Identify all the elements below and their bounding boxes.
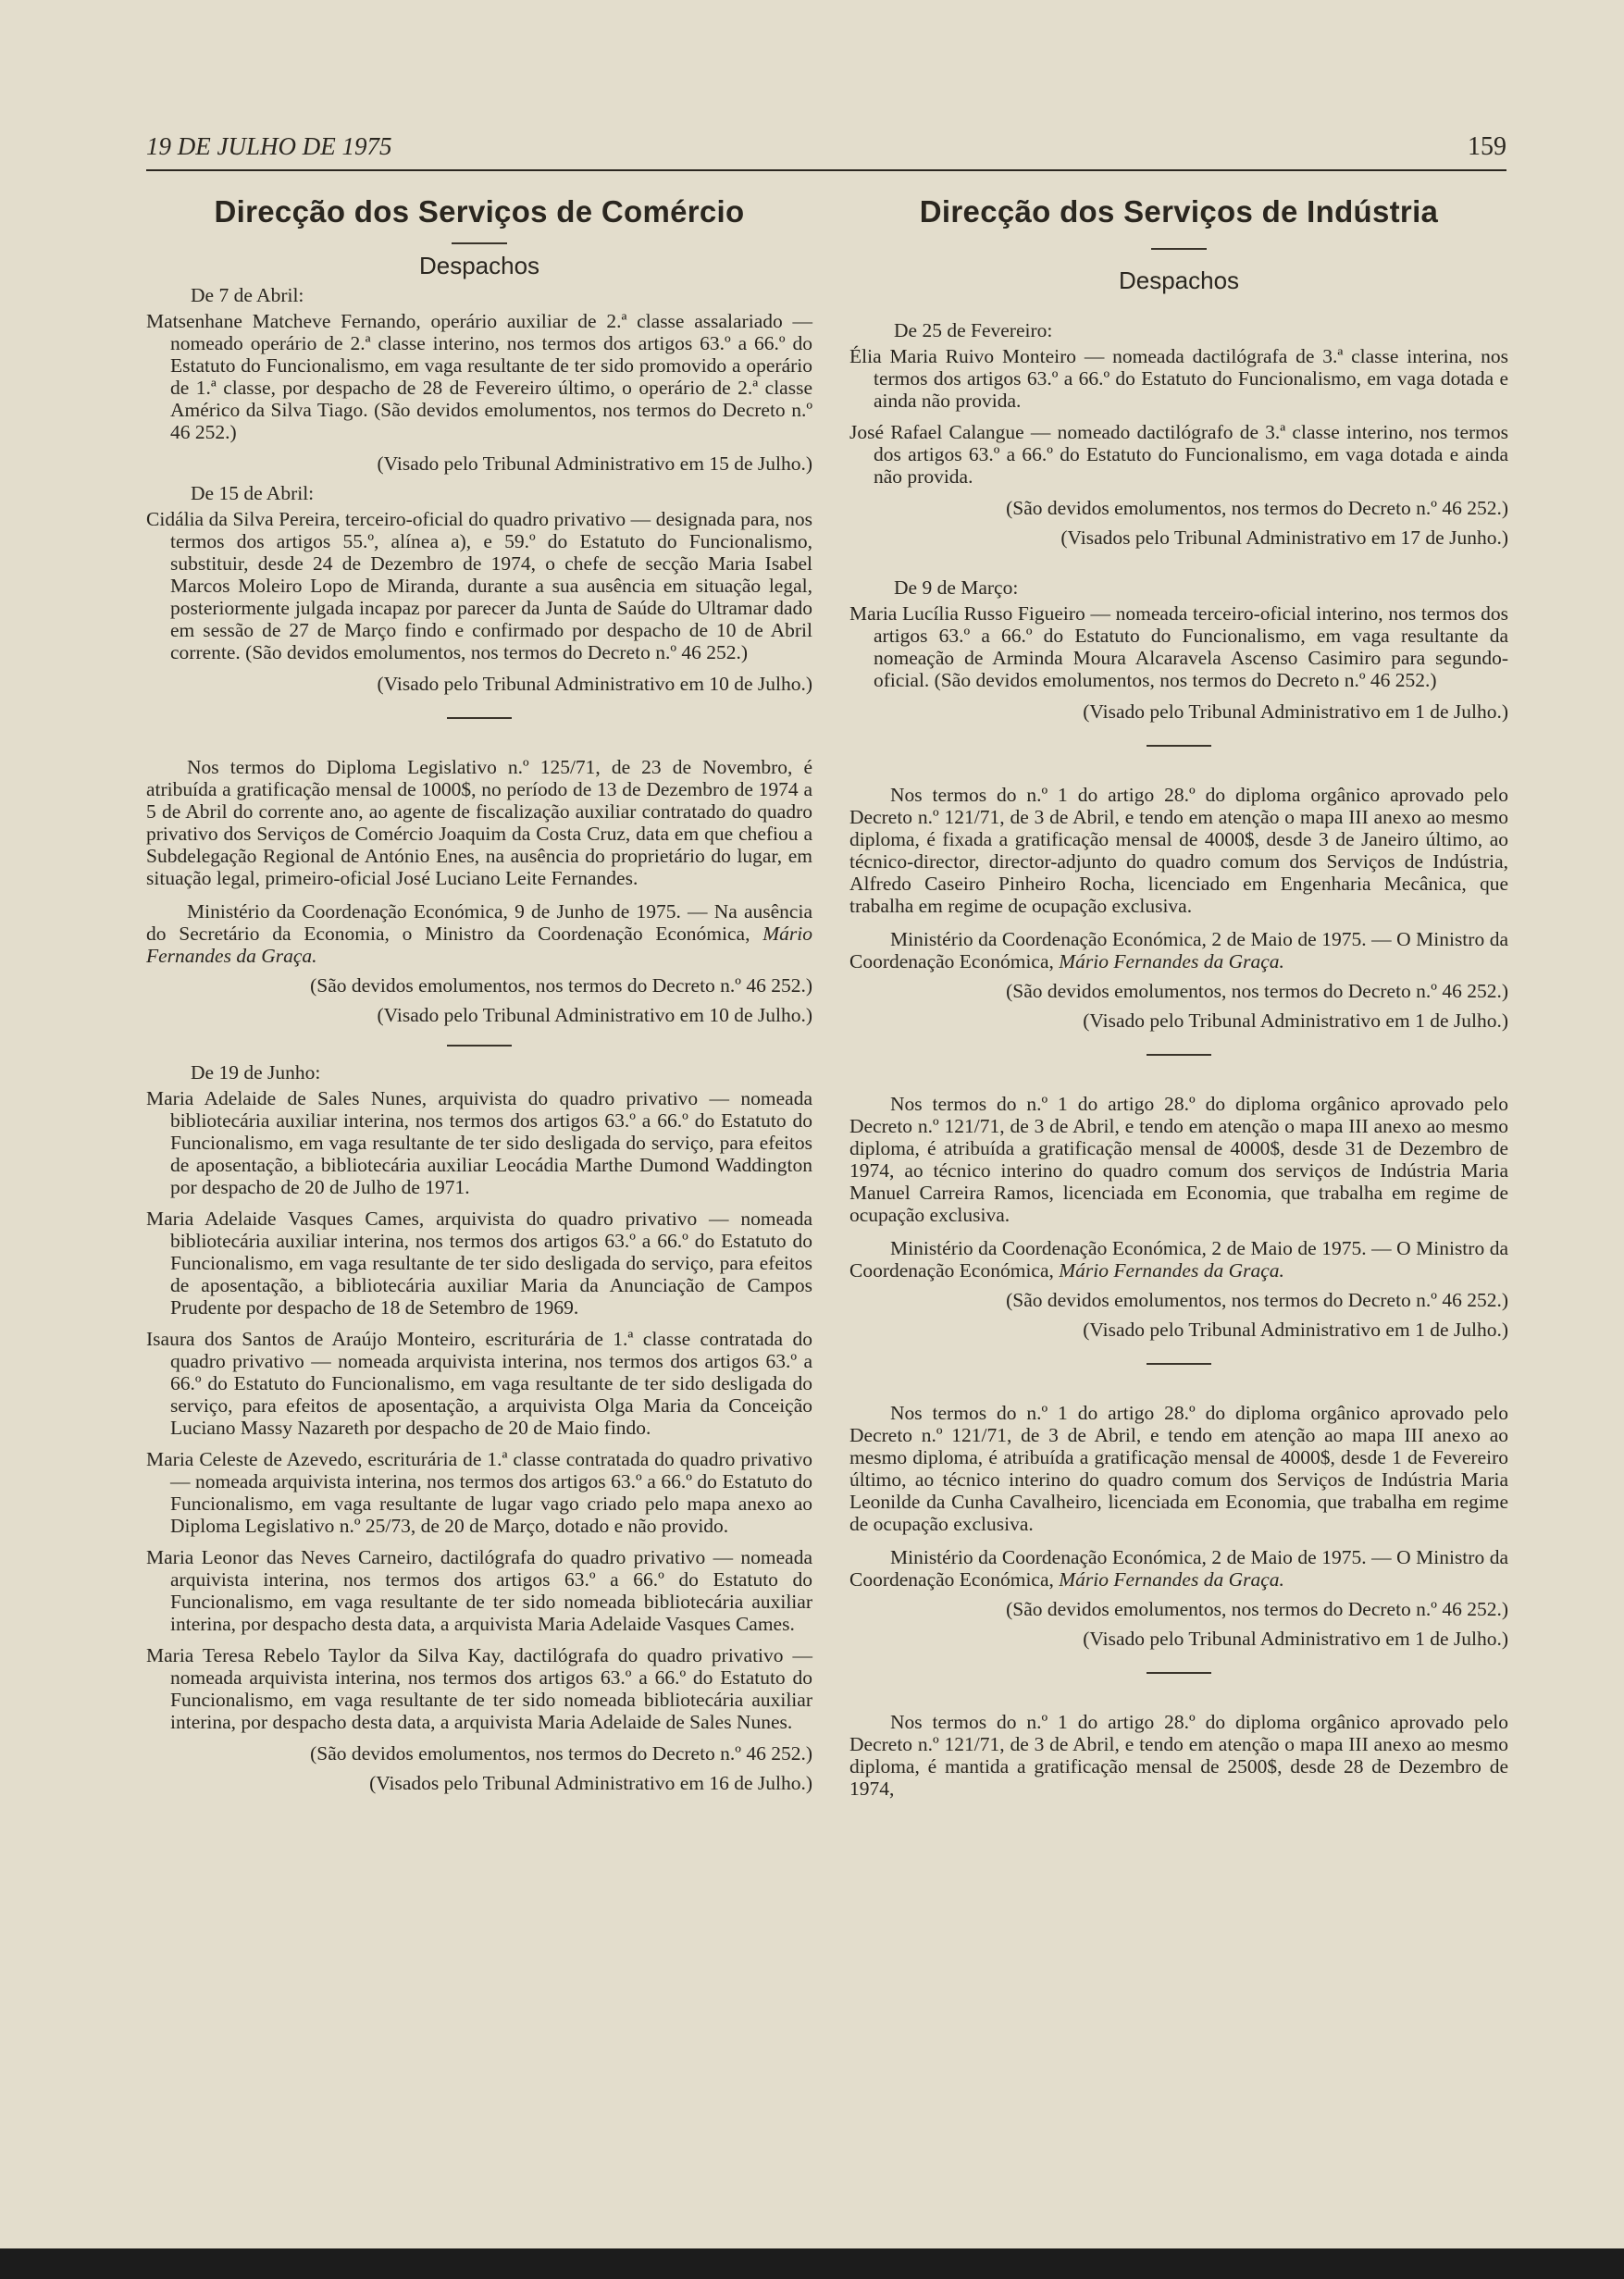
ministry-text: Ministério da Coordenação Económica, 9 de Junho de 1975. — Na ausência do Secretário da Economia, o Ministro da Coordenação Económica,: [146, 900, 812, 945]
gratificacao-paragraph: Nos termos do Diploma Legislativo n.º 125/71, de 23 de Novembro, é atribuída a gratificação mensal de 1000$, no período de 13 de Dezembro de 1974 a 5 de Abril do corrente ano, ao agente de fiscalização auxiliar contratado do quadro privativo dos Serviços de Comércio Joaquim da Costa Cruz, data em que chefiou a Subdelegação Regional de António Enes, na ausência do proprietário do lugar, em situação legal, primeiro-oficial José Luciano Leite Fernandes.: [146, 756, 812, 889]
ministry-signoff: [849, 1546, 1508, 1591]
divider: [452, 242, 507, 244]
emolumentos-note: (São devidos emolumentos, nos termos do Decreto n.º 46 252.): [1006, 980, 1508, 1002]
gratificacao-paragraph: Nos termos do n.º 1 do artigo 28.º do diploma orgânico aprovado pelo Decreto n.º 121/71, de 3 de Abril, e tendo em atenção o mapa III anexo ao mesmo diploma, é fixada a gratificação mensal de 4000$, desde 3 de Janeiro último, ao técnico-director, director-adjunto do quadro comum dos Serviços de Indústria, Alfredo Caseiro Pinheiro Rocha, licenciado em Engenharia Mecânica, que trabalha em regime de ocupação exclusiva.: [849, 784, 1508, 917]
despacho-entry: Maria Adelaide Vasques Cames, arquivista do quadro privativo — nomeada bibliotecária auxiliar interina, nos termos dos artigos 63.º a 66.º do Estatuto do Funcionalismo, em vaga resultante de ter sido desligada do serviço, para efeitos de aposentação, a bibliotecária auxiliar Maria da Anunciação de Campos Prudente por despacho de 18 de Setembro de 1969.: [146, 1208, 812, 1319]
right-column: [849, 194, 1508, 1811]
visa-note: (Visado pelo Tribunal Administrativo em 1 de Julho.): [1083, 1319, 1508, 1341]
signature: Mário Fernandes da Graça.: [1059, 1259, 1284, 1282]
divider: [1147, 1363, 1211, 1365]
visa-note: (Visado pelo Tribunal Administrativo em 1 de Julho.): [1083, 1628, 1508, 1650]
despacho-entry: Cidália da Silva Pereira, terceiro-oficial do quadro privativo — designada para, nos termos dos artigos 55.º, alínea a), e 59.º do Estatuto do Funcionalismo, substituir, desde 24 de Dezembro de 1974, o chefe de secção Maria Isabel Marcos Moleiro Lopo de Miranda, durante a sua ausência em situação legal, posteriormente julgada incapaz por parecer da Junta de Saúde do Ultramar dado em sessão de 27 de Março findo e confirmado por despacho de 10 de Abril corrente. (São devidos emolumentos, nos termos do Decreto n.º 46 252.): [146, 508, 812, 663]
page-header: [146, 132, 1506, 171]
despacho-entry: Maria Teresa Rebelo Taylor da Silva Kay, dactilógrafa do quadro privativo — nomeada arquivista interina, nos termos dos artigos 63.º a 66.º do Estatuto do Funcionalismo, em vaga resultante de ter sido nomeada bibliotecária auxiliar interina, por despacho desta data, a arquivista Maria Adelaide de Sales Nunes.: [146, 1644, 812, 1733]
gratificacao-paragraph: Nos termos do n.º 1 do artigo 28.º do diploma orgânico aprovado pelo Decreto n.º 121/71, de 3 de Abril, e tendo em atenção ao mapa III anexo ao mesmo diploma, é atribuída a gratificação mensal de 4000$, desde 1 de Fevereiro último, ao técnico interino do quadro comum dos Serviços de Indústria Maria Leonilde da Cunha Cavalheiro, licenciada em Economia, que trabalha em regime de ocupação exclusiva.: [849, 1402, 1508, 1535]
gratificacao-paragraph: Nos termos do n.º 1 do artigo 28.º do diploma orgânico aprovado pelo Decreto n.º 121/71, de 3 de Abril, e tendo em atenção o mapa III anexo ao mesmo diploma, é mantida a gratificação mensal de 2500$, desde 28 de Dezembro de 1974,: [849, 1711, 1508, 1800]
despacho-entry: Élia Maria Ruivo Monteiro — nomeada dactilógrafa de 3.ª classe interina, nos termos dos artigos 63.º a 66.º do Estatuto do Funcionalismo, em vaga dotada e ainda não provida.: [849, 345, 1508, 412]
page-date: 19 DE JULHO DE 1975: [146, 132, 392, 160]
signature: Mário Fernandes da Graça.: [146, 923, 812, 967]
visa-note: (Visado pelo Tribunal Administrativo em 1 de Julho.): [1083, 1009, 1508, 1032]
visa-note: (Visados pelo Tribunal Administrativo em 17 de Junho.): [1060, 526, 1508, 549]
ministry-text: Ministério da Coordenação Económica, 2 de Maio de 1975. — O Ministro da Coordenação Económica,: [849, 1546, 1508, 1591]
visa-note: (Visado pelo Tribunal Administrativo em 10 de Julho.): [377, 1004, 812, 1026]
divider: [1147, 1054, 1211, 1056]
despacho-entry: Matsenhane Matcheve Fernando, operário auxiliar de 2.ª classe assalariado — nomeado operário de 2.ª classe interino, nos termos dos artigos 63.º a 66.º do Estatuto do Funcionalismo, em vaga resultante de ter sido promovido a operário de 1.ª classe, por despacho de 28 de Fevereiro último, o operário de 2.ª classe Américo da Silva Tiago. (São devidos emolumentos, nos termos do Decreto n.º 46 252.): [146, 310, 812, 443]
visa-note: (Visado pelo Tribunal Administrativo em 15 de Julho.): [377, 452, 812, 475]
despachos-heading: Despachos: [418, 252, 540, 279]
despachos-heading: Despachos: [1118, 266, 1240, 294]
ministry-signoff: [146, 900, 812, 967]
ministry-text: Ministério da Coordenação Económica, 2 de Maio de 1975. — O Ministro da Coordenação Económica,: [849, 928, 1508, 972]
despacho-entry: Maria Celeste de Azevedo, escriturária de 1.ª classe contratada do quadro privativo — nomeada arquivista interina, nos termos dos artigos 63.º a 66.º do Estatuto do Funcionalismo, em vaga resultante de lugar vago criado pelo mapa anexo ao Diploma Legislativo n.º 25/73, de 20 de Março, dotado e não provido.: [146, 1448, 812, 1537]
divider: [447, 717, 512, 719]
divider: [447, 1045, 512, 1047]
despacho-entry: Isaura dos Santos de Araújo Monteiro, escriturária de 1.ª classe contratada do quadro privativo — nomeada arquivista interina, nos termos dos artigos 63.º a 66.º do Estatuto do Funcionalismo, em vaga resultante de ter sido desligada do serviço, para efeitos de aposentação, a arquivista Olga Maria da Conceição Luciano Massy Nazareth por despacho de 20 de Maio findo.: [146, 1328, 812, 1439]
emolumentos-note: (São devidos emolumentos, nos termos do Decreto n.º 46 252.): [1006, 1598, 1508, 1620]
dateline: De 15 de Abril:: [191, 482, 315, 504]
dateline: De 19 de Junho:: [191, 1061, 321, 1084]
gratificacao-paragraph: Nos termos do n.º 1 do artigo 28.º do diploma orgânico aprovado pelo Decreto n.º 121/71, de 3 de Abril, e tendo em atenção o mapa III anexo ao mesmo diploma, é atribuída a gratificação mensal de 4000$, desde 31 de Dezembro de 1974, ao técnico interino do quadro comum dos serviços de Indústria Maria Manuel Carreira Ramos, licenciada em Economia, que trabalha em regime de ocupação exclusiva.: [849, 1093, 1508, 1226]
visa-note: (Visado pelo Tribunal Administrativo em 1 de Julho.): [1083, 700, 1508, 723]
signature: Mário Fernandes da Graça.: [1059, 1568, 1284, 1591]
emolumentos-note: (São devidos emolumentos, nos termos do Decreto n.º 46 252.): [1006, 1289, 1508, 1311]
emolumentos-note: (São devidos emolumentos, nos termos do Decreto n.º 46 252.): [310, 1742, 812, 1765]
dateline: De 25 de Fevereiro:: [894, 319, 1053, 341]
ministry-signoff: [849, 1237, 1508, 1282]
visa-note: (Visado pelo Tribunal Administrativo em 10 de Julho.): [377, 673, 812, 695]
despacho-entry: Maria Lucília Russo Figueiro — nomeada terceiro-oficial interino, nos termos dos artigos 63.º a 66.º do Estatuto do Funcionalismo, em vaga resultante da nomeação de Arminda Moura Alcaravela Ascenso Casimiro para segundo-oficial. (São devidos emolumentos, nos termos do Decreto n.º 46 252.): [849, 602, 1508, 691]
divider: [1147, 1672, 1211, 1674]
emolumentos-note: (São devidos emolumentos, nos termos do Decreto n.º 46 252.): [1006, 497, 1508, 519]
ministry-text: Ministério da Coordenação Económica, 2 de Maio de 1975. — O Ministro da Coordenação Económica,: [849, 1237, 1508, 1282]
signature: Mário Fernandes da Graça.: [1059, 950, 1284, 972]
dateline: De 9 de Março:: [894, 576, 1019, 599]
divider: [1147, 745, 1211, 747]
despacho-entry: Maria Leonor das Neves Carneiro, dactilógrafa do quadro privativo — nomeada arquivista interina, nos termos dos artigos 63.º a 66.º do Estatuto do Funcionalismo, em vaga resultante de ter sido nomeada bibliotecária auxiliar interina, por despacho desta data, a arquivista Maria Adelaide Vasques Cames.: [146, 1546, 812, 1635]
left-column: [146, 194, 812, 1802]
section-title-comercio: Direcção dos Serviços de Comércio: [214, 194, 745, 229]
divider: [1151, 248, 1207, 250]
visa-note: (Visados pelo Tribunal Administrativo em 16 de Julho.): [369, 1772, 812, 1794]
despacho-entry: Maria Adelaide de Sales Nunes, arquivista do quadro privativo — nomeada bibliotecária auxiliar interina, nos termos dos artigos 63.º a 66.º do Estatuto do Funcionalismo, em vaga resultante de ter sido desligada do serviço, para efeitos de aposentação, a bibliotecária auxiliar Leocádia Marthe Dumond Waddington por despacho de 20 de Julho de 1971.: [146, 1087, 812, 1198]
section-title-industria: Direcção dos Serviços de Indústria: [919, 194, 1439, 229]
emolumentos-note: (São devidos emolumentos, nos termos do Decreto n.º 46 252.): [310, 974, 812, 997]
despacho-entry: José Rafael Calangue — nomeado dactilógrafo de 3.ª classe interino, nos termos dos artigos 63.º a 66.º do Estatuto do Funcionalismo, em vaga dotada e ainda não provida.: [849, 421, 1508, 488]
ministry-signoff: [849, 928, 1508, 972]
page-number: 159: [1468, 132, 1506, 161]
dateline: De 7 de Abril:: [191, 284, 304, 306]
